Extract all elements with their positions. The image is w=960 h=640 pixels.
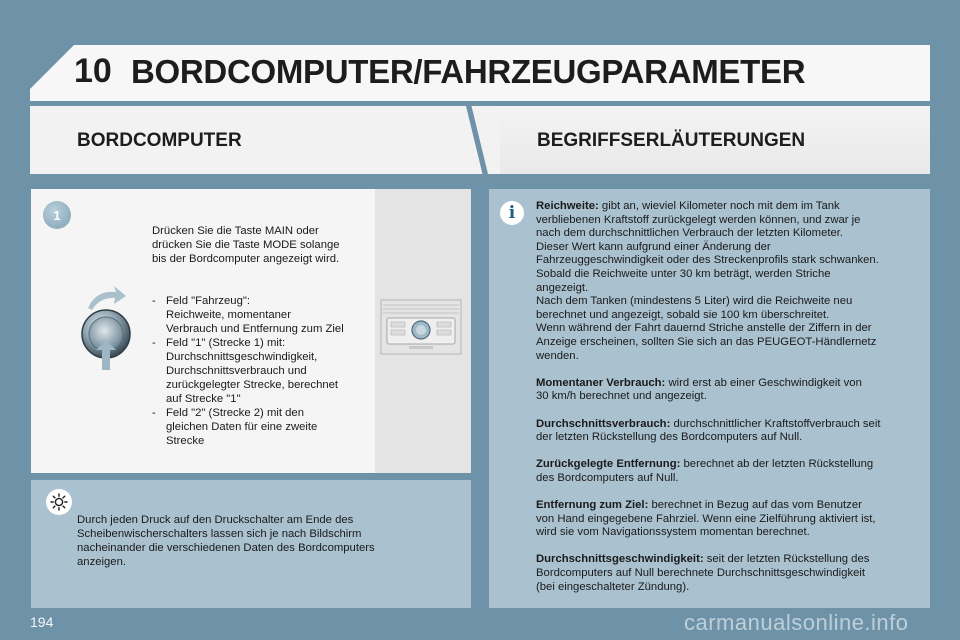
list-item-line: Reichweite, momentaner bbox=[166, 309, 291, 321]
definition-line: Dieser Wert kann aufgrund einer Änderung der bbox=[536, 240, 771, 253]
definition-line: Nach dem Tanken (mindestens 5 Liter) wird die Reichweite neu bbox=[536, 295, 853, 308]
sun-tip-icon bbox=[46, 489, 72, 515]
definition-line: Anzeige erscheinen, sollten Sie sich an das PEUGEOT-Händlernetz bbox=[536, 335, 877, 348]
definition-line: 30 km/h berechnet und angezeigt. bbox=[536, 390, 707, 403]
definition-line: nach dem durchschnittlichen Verbrauch der letzten Kilometer. bbox=[536, 227, 844, 240]
definition-reichweite bbox=[536, 200, 922, 363]
radio-console-icon bbox=[379, 296, 463, 358]
step-intro-text bbox=[152, 224, 377, 266]
definitions-list bbox=[536, 200, 922, 608]
tip-line: Durch jeden Druck auf den Druckschalter am Ende des bbox=[77, 514, 354, 526]
list-item bbox=[152, 294, 374, 336]
definition-line: (bei eingeschalteter Zündung). bbox=[536, 580, 690, 593]
tip-text bbox=[77, 513, 417, 569]
definition-line: wenden. bbox=[536, 349, 579, 362]
list-item-line: Feld "1" (Strecke 1) mit: bbox=[166, 337, 286, 349]
list-item-line: Durchschnittsverbrauch und bbox=[166, 365, 307, 377]
step-number-badge: 1 bbox=[43, 201, 71, 229]
definition-line: wird sie vom Navigationssystem momentan berechnet. bbox=[536, 526, 810, 539]
definition-line: des Bordcomputers auf Null. bbox=[536, 471, 679, 484]
rotary-knob-icon bbox=[72, 282, 144, 372]
section-title-bordcomputer: BORDCOMPUTER bbox=[77, 130, 242, 151]
list-item-line: Verbrauch und Entfernung zum Ziel bbox=[166, 323, 344, 335]
definition-line: Fahrzeuggeschwindigkeit oder des Streckenprofils stark schwanken. bbox=[536, 254, 879, 267]
chapter-title: BORDCOMPUTER/FAHRZEUGPARAMETER bbox=[131, 53, 806, 90]
definition-durchschnittsverbrauch bbox=[536, 418, 922, 445]
list-item-line: Feld "2" (Strecke 2) mit den bbox=[166, 407, 304, 419]
definition-line: angezeigt. bbox=[536, 281, 589, 294]
page-number: 194 bbox=[30, 614, 54, 630]
info-icon: i bbox=[500, 201, 524, 225]
definition-line: verbliebenen Kraftstoff zurückgelegt werden können, und zwar je bbox=[536, 213, 861, 226]
definition-line: berechnet und angezeigt, sobald sie 100 km überschreitet. bbox=[536, 308, 830, 321]
definition-line: berechnet in Bezug auf das vom Benutzer bbox=[648, 499, 862, 512]
definition-line: Wenn während der Fahrt dauernd Striche anstelle der Ziffern in der bbox=[536, 322, 872, 335]
definition-term: Zurückgelegte Entfernung: bbox=[536, 458, 681, 471]
section-title-begriffe: BEGRIFFSERLÄUTERUNGEN bbox=[537, 130, 806, 151]
list-item-line: auf Strecke "1" bbox=[166, 393, 241, 405]
definition-term: Durchschnittsgeschwindigkeit: bbox=[536, 553, 704, 566]
list-dash: - bbox=[152, 407, 156, 419]
definition-line: von Hand eingegebene Fahrziel. Wenn eine Zielführung aktiviert ist, bbox=[536, 512, 876, 525]
step-intro-line: bis der Bordcomputer angezeigt wird. bbox=[152, 253, 340, 265]
definition-momentaner-verbrauch bbox=[536, 377, 922, 404]
definition-line: gibt an, wieviel Kilometer noch mit dem im Tank bbox=[598, 200, 840, 212]
definition-term: Reichweite: bbox=[536, 200, 599, 212]
definition-zurueckgelegte-entfernung bbox=[536, 458, 922, 485]
list-dash: - bbox=[152, 337, 156, 349]
definition-entfernung-zum-ziel bbox=[536, 499, 922, 540]
chapter-number: 10 bbox=[74, 52, 112, 90]
definition-line: seit der letzten Rückstellung des bbox=[703, 553, 870, 566]
definition-term: Momentaner Verbrauch: bbox=[536, 376, 666, 389]
definition-line: durchschnittlicher Kraftstoffverbrauch seit bbox=[670, 417, 881, 430]
sun-icon bbox=[50, 493, 68, 511]
list-dash: - bbox=[152, 295, 156, 307]
definition-durchschnittsgeschwindigkeit bbox=[536, 553, 922, 594]
list-item-line: Durchschnittsgeschwindigkeit, bbox=[166, 351, 318, 363]
watermark: carmanualsonline.info bbox=[684, 610, 909, 635]
definition-line: Sobald die Reichweite unter 30 km beträgt, werden Striche bbox=[536, 267, 831, 280]
tip-line: anzeigen. bbox=[77, 556, 126, 568]
definition-line: Bordcomputers auf Null berechnete Durchschnittsgeschwindigkeit bbox=[536, 567, 866, 580]
step-intro-line: Drücken Sie die Taste MAIN oder bbox=[152, 225, 319, 237]
step-intro-line: drücken Sie die Taste MODE solange bbox=[152, 239, 340, 251]
list-item-line: Feld "Fahrzeug": bbox=[166, 295, 250, 307]
tip-line: Scheibenwischerschalters lassen sich je nach Bildschirm bbox=[77, 528, 362, 540]
list-item bbox=[152, 406, 374, 448]
list-item-line: zurückgelegter Strecke, berechnet bbox=[166, 379, 339, 391]
definition-term: Durchschnittsverbrauch: bbox=[536, 417, 671, 430]
definition-line: wird erst ab einer Geschwindigkeit von bbox=[665, 376, 862, 389]
tip-line: nacheinander die verschiedenen Daten des Bordcomputers bbox=[77, 542, 375, 554]
list-item-line: gleichen Daten für eine zweite bbox=[166, 421, 318, 433]
definition-line: der letzten Rückstellung des Bordcomputers auf Null. bbox=[536, 431, 803, 444]
definition-line: berechnet ab der letzten Rückstellung bbox=[680, 458, 874, 471]
definition-term: Entfernung zum Ziel: bbox=[536, 499, 649, 512]
list-item-line: Strecke bbox=[166, 435, 205, 447]
list-item bbox=[152, 336, 374, 406]
step-field-list bbox=[152, 294, 374, 448]
